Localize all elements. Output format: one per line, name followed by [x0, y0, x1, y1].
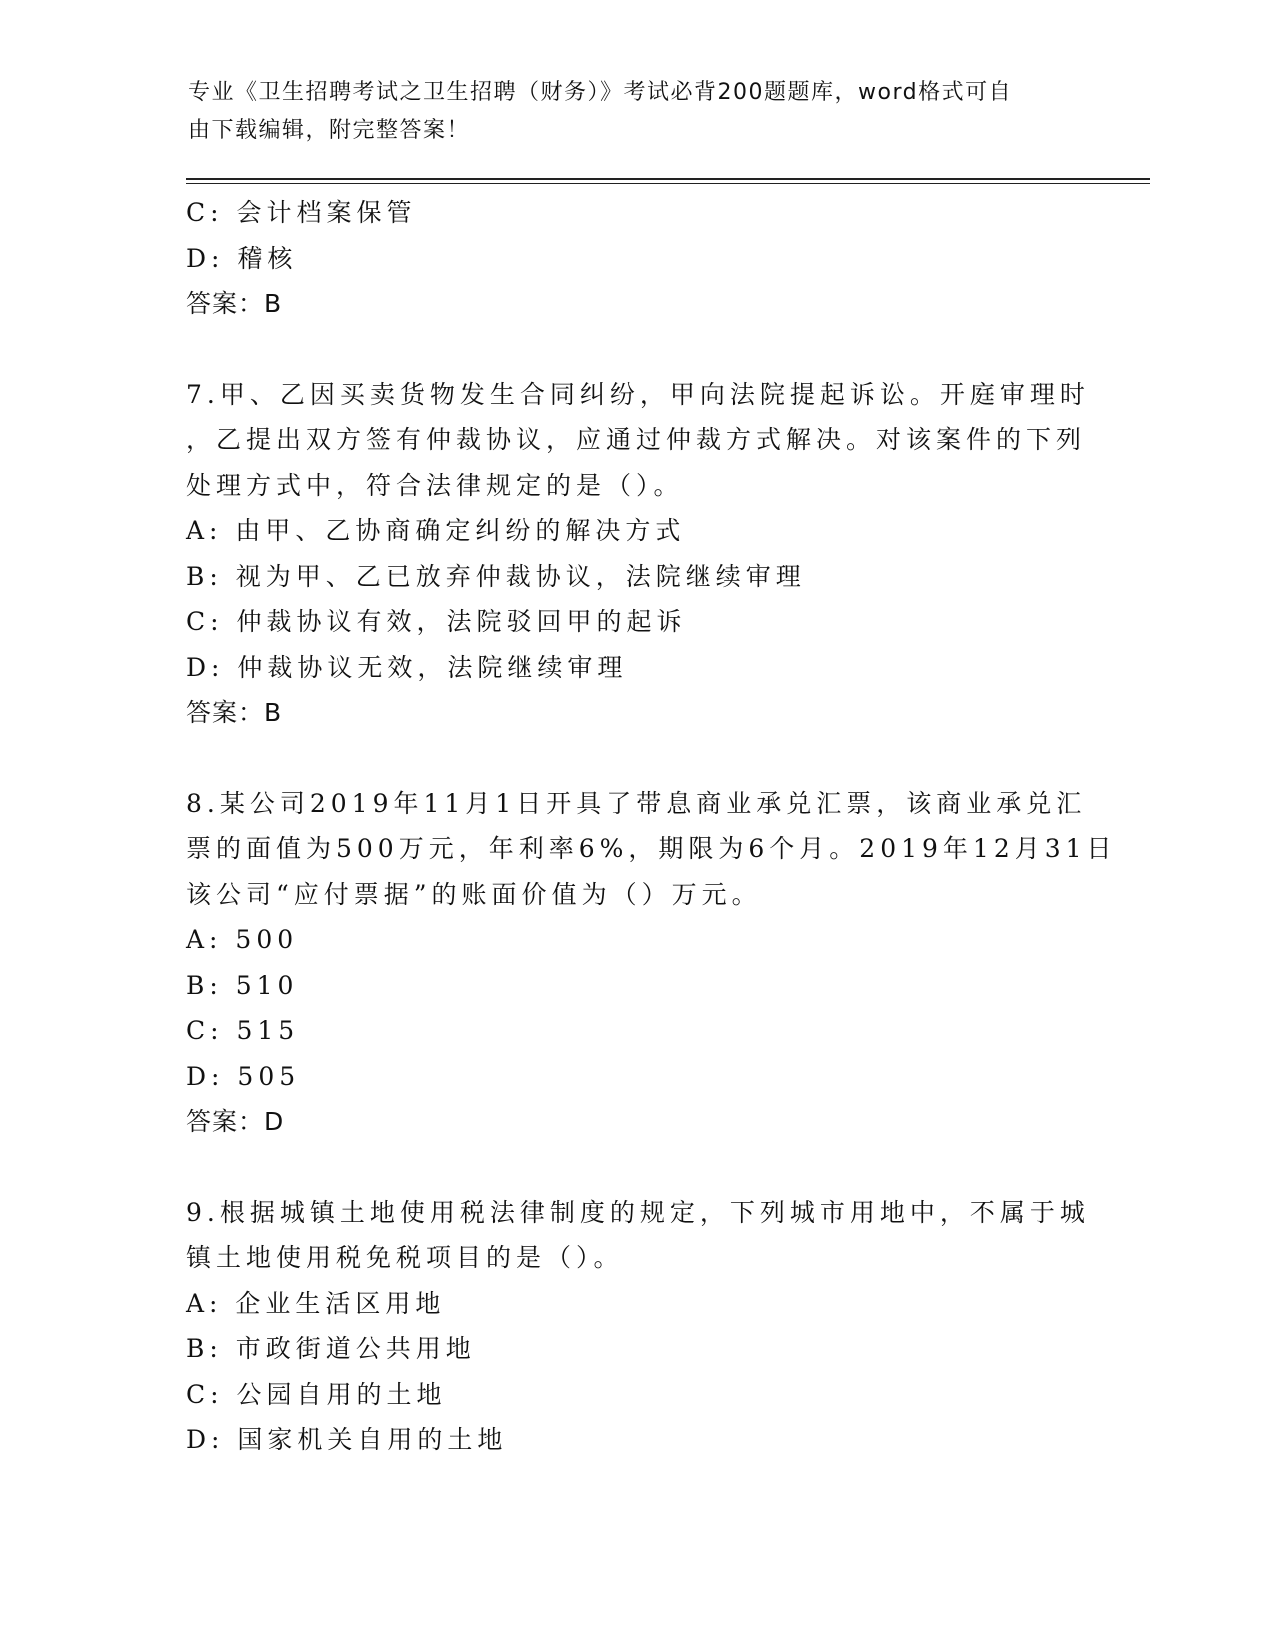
spacer	[186, 327, 1086, 372]
question-stem-line: 票的面值为500万元，年利率6%，期限为6个月。2019年12月31日	[186, 834, 1117, 863]
document-header	[188, 74, 1068, 150]
question-8	[186, 781, 1117, 1145]
option-d: D: 国家机关自用的土地	[186, 1425, 508, 1454]
option-a: A: 500	[186, 925, 299, 954]
option-d: D: 仲裁协议无效，法院继续审理	[186, 652, 628, 682]
question-stem-line: 7.甲、乙因买卖货物发生合同纠纷，甲向法院提起诉讼。开庭审理时	[186, 379, 1090, 409]
option-a: A: 由甲、乙协商确定纠纷的解决方式	[186, 516, 686, 545]
question-content	[186, 190, 1117, 1463]
option-c: C: 515	[186, 1016, 300, 1045]
question-stem-line: ，乙提出双方签有仲裁协议，应通过仲裁方式解决。对该案件的下列	[186, 425, 1087, 454]
option-c: C: 公园自用的土地	[186, 1379, 447, 1409]
header-divider-thick	[186, 178, 1150, 180]
question-stem-line: 8.某公司2019年11月1日开具了带息商业承兑汇票，该商业承兑汇	[186, 788, 1087, 818]
spacer	[186, 1145, 1086, 1190]
question-stem-line: 该公司“应付票据”的账面价值为（）万元。	[186, 879, 762, 909]
option-c: C: 会计档案保管	[186, 198, 417, 227]
option-b: B: 视为甲、乙已放弃仲裁协议，法院继续审理	[186, 561, 806, 591]
carryover-question	[186, 190, 1086, 327]
question-7	[186, 372, 1090, 736]
question-9	[186, 1190, 1090, 1463]
option-b: B: 510	[186, 970, 299, 1000]
question-stem-line: 镇土地使用税免税项目的是（）。	[186, 1243, 624, 1272]
option-b: B: 市政街道公共用地	[186, 1334, 476, 1363]
option-a: A: 企业生活区用地	[186, 1288, 446, 1318]
question-stem-line: 9.根据城镇土地使用税法律制度的规定，下列城市用地中，不属于城	[186, 1197, 1090, 1227]
answer-line: 答案：B	[186, 698, 283, 727]
question-stem-line: 处理方式中，符合法律规定的是（）。	[186, 470, 684, 500]
header-line-2: 由下载编辑，附完整答案！	[188, 118, 471, 143]
option-d: D: 505	[186, 1061, 301, 1091]
spacer	[186, 736, 1086, 781]
answer-line: 答案：B	[186, 289, 283, 318]
header-line-1: 专业《卫生招聘考试之卫生招聘（财务）》考试必背200题题库，word格式可自	[188, 80, 1013, 105]
header-divider-thin	[186, 183, 1150, 184]
answer-line: 答案：D	[186, 1107, 285, 1136]
option-d: D: 稽核	[186, 243, 298, 273]
option-c: C: 仲裁协议有效，法院驳回甲的起诉	[186, 607, 687, 636]
